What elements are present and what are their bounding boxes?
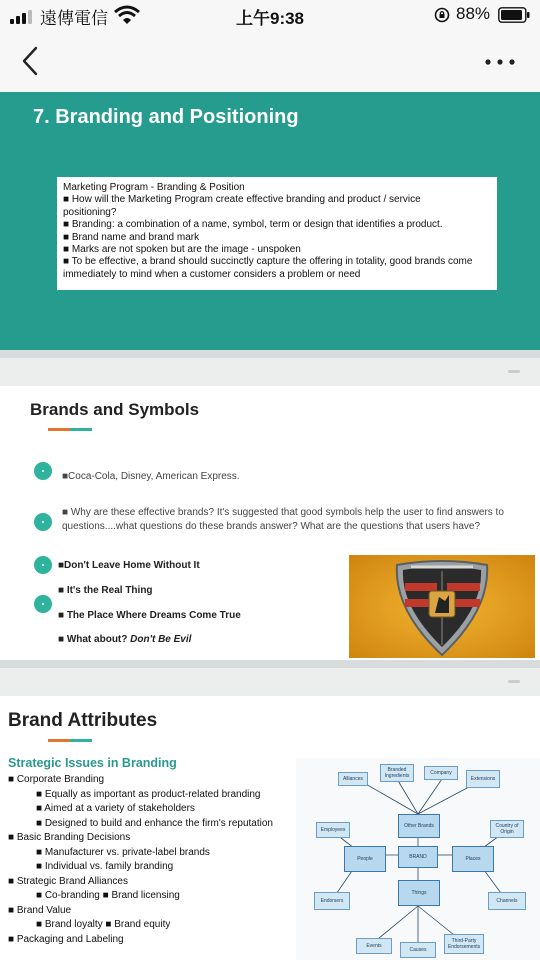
- list-item: ■ Co-branding ■ Brand licensing: [36, 890, 180, 901]
- bullet-circle: [34, 513, 52, 531]
- diagram-node: Extensions: [466, 770, 500, 788]
- diagram-node: Country of Origin: [490, 820, 524, 838]
- diagram-node: Employees: [316, 822, 350, 838]
- title-accent: [48, 428, 92, 431]
- list-item: ■ Equally as important as product-related branding: [36, 789, 261, 800]
- list-item: ■ Individual vs. family branding: [36, 861, 174, 872]
- slide-brand-attributes: [0, 668, 540, 960]
- porsche-crest-image: [349, 555, 535, 658]
- bullet: immediately to mind when a customer considers a problem or need: [63, 268, 361, 280]
- bullet-circle: [34, 595, 52, 613]
- more-options-icon[interactable]: [484, 56, 516, 68]
- list-item: ■ Aimed at a variety of stakeholders: [36, 803, 195, 814]
- slide-divider: [0, 350, 540, 358]
- item-text: ■ Why are these effective brands? It's suggested that good symbols help the user to find answers to: [62, 507, 504, 518]
- battery-icon: [498, 7, 530, 23]
- bullet: ■ Branding: a combination of a name, symbol, term or design that identifies a product.: [63, 219, 443, 231]
- slogan: ■Don't Leave Home Without It: [58, 560, 200, 571]
- item-text: questions....what questions do these brands answer? What are the questions that users have?: [62, 521, 481, 532]
- diagram-node: Endorsers: [314, 892, 350, 910]
- box-title: Marketing Program - Branding & Position: [63, 182, 245, 193]
- list-item: ■ Brand loyalty ■ Brand equity: [36, 919, 171, 930]
- carrier-label: 遠傳電信: [40, 9, 108, 28]
- diagram-node: Events: [356, 938, 392, 954]
- list-item: ■ Designed to build and enhance the firm's reputation: [36, 818, 273, 829]
- battery-percent: 88%: [456, 4, 491, 23]
- back-icon[interactable]: [18, 44, 44, 78]
- brand-diagram: [296, 758, 540, 960]
- bullet: ■ Marks are not spoken but are the image - unspoken: [63, 244, 301, 256]
- diagram-node: Alliances: [338, 772, 368, 786]
- list-item: ■ Corporate Branding: [8, 774, 105, 785]
- slogan: ■ It's the Real Thing: [58, 585, 153, 596]
- slide-title: 7. Branding and Positioning: [33, 106, 299, 128]
- clock: 上午9:38: [235, 9, 305, 28]
- nav-bar: [0, 32, 540, 92]
- diagram-node: Branded Ingredients: [380, 764, 414, 782]
- diagram-node: Other Brands: [398, 814, 440, 838]
- title-accent: [48, 739, 92, 742]
- bullet: positioning?: [63, 206, 117, 218]
- bullet: ■ How will the Marketing Program create effective branding and product / service: [63, 194, 421, 206]
- diagram-node: Third-Party Endorsements: [444, 934, 484, 954]
- list-item: ■ Brand Value: [8, 905, 72, 916]
- bullet: ■ To be effective, a brand should succinctly capture the offering in totality, good brands come: [63, 256, 473, 268]
- slide-top-strip: [0, 358, 540, 386]
- diagram-node: BRAND: [398, 846, 438, 868]
- diagram-node: Channels: [488, 892, 526, 910]
- content-textbox: [57, 177, 497, 290]
- status-bar: [0, 0, 540, 32]
- section-subtitle: Strategic Issues in Branding: [8, 756, 177, 770]
- slogan: ■ What about? Don't Be Evil: [58, 634, 192, 645]
- slide-brands-symbols: [0, 358, 540, 660]
- slogan: ■ The Place Where Dreams Come True: [58, 610, 241, 621]
- list-item: ■ Manufacturer vs. private-label brands: [36, 847, 210, 858]
- bullet-circle: [34, 556, 52, 574]
- diagram-node: Causes: [400, 942, 436, 958]
- diagram-node: Places: [452, 846, 494, 872]
- slide-title: Brands and Symbols: [30, 400, 200, 419]
- bullet: ■ Brand name and brand mark: [63, 231, 200, 243]
- item-text: ■Coca-Cola, Disney, American Express.: [62, 471, 240, 482]
- list-item: ■ Strategic Brand Alliances: [8, 876, 128, 887]
- diagram-node: Company: [424, 766, 458, 780]
- rotation-lock-icon: [434, 7, 450, 23]
- diagram-node: People: [344, 846, 386, 872]
- slide-title: Brand Attributes: [8, 710, 158, 731]
- slide-divider: [0, 660, 540, 668]
- slide-branding-positioning: [0, 92, 540, 350]
- list-item: ■ Basic Branding Decisions: [8, 832, 131, 843]
- list-item: ■ Packaging and Labeling: [8, 934, 124, 945]
- diagram-node: Things: [398, 880, 440, 906]
- slide-top-strip: [0, 668, 540, 696]
- bullet-circle: [34, 462, 52, 480]
